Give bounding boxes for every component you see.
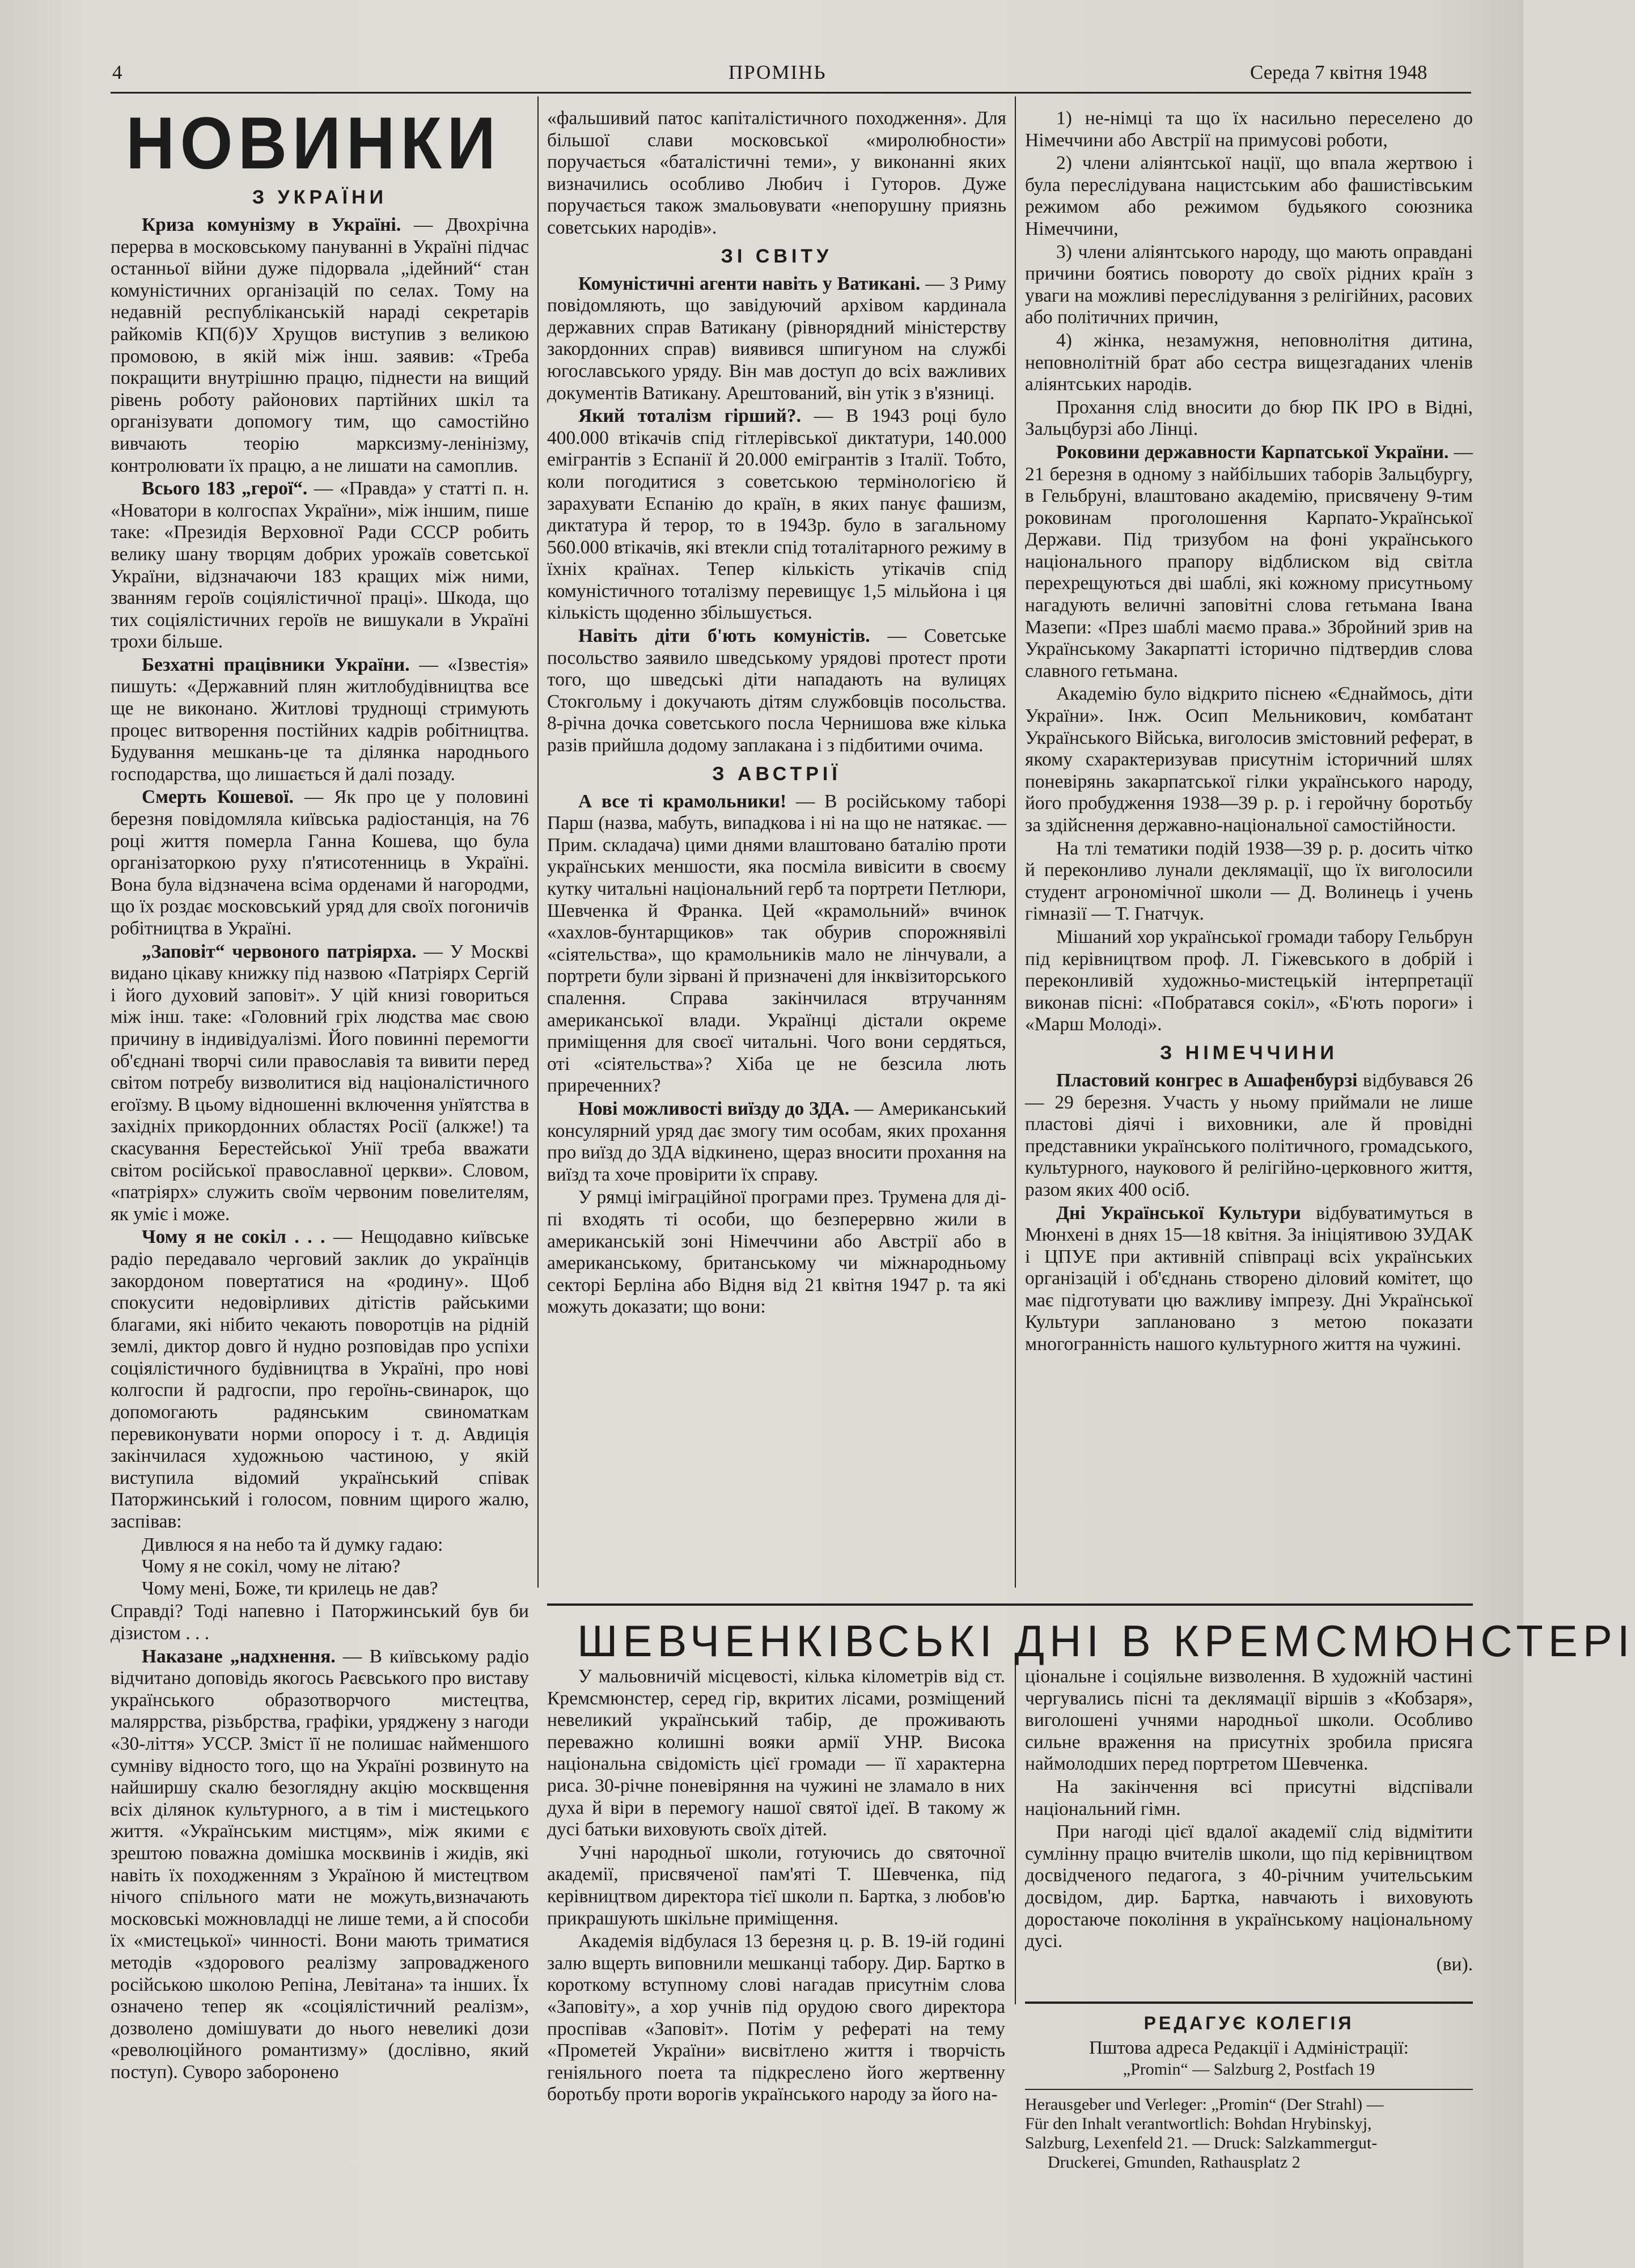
column-divider — [1015, 1664, 1016, 2004]
article-headline: „Заповіт“ червоного патріярха. — [142, 941, 417, 962]
editorial-box — [1025, 2007, 1473, 2080]
article — [111, 941, 529, 1226]
article-text: У мальовничій місцевості, кілька кілометрів від ст. Кремсмюнстер, серед гір, вкритих лісами, розміщений невеликий український табір, де проживають переважно колишні вояки армії УНР. Висока національна свідомість цієї громади — її характерна риса. 30-річне поневіряння на чужині не зламало в них духа й віри в перемогу нашої святої ідеї. В такому ж дусі батьки виховують своїх дітей. — [547, 1666, 1005, 1840]
article-headline: Навіть діти б'ють комуністів. — [578, 625, 870, 647]
article-headline: Смерть Кошевої. — [142, 786, 294, 808]
article — [111, 786, 529, 940]
article-headline: Пластовий конгрес в Ашафенбурзі — [1056, 1069, 1358, 1091]
article-text: Справді? Тоді напевно і Паторжинський був би дізистом . . . — [111, 1601, 529, 1644]
article-headline: Наказане „надхнення. — [142, 1645, 336, 1667]
article-text: На закінчення всі присутні відспівали національний гімн. — [1025, 1776, 1473, 1820]
article-text: — У Москві видано цікаву книжку під назвою «Патріярх Сергій і його духовий заповіт». У цій книзі говориться між інш. таке: «Головний гріх людства має свою причину в індивідуалізмі. Його повинні перемогти об'єднані творчі сили православія та вивити перед світом потребу визволитися від націоналістичного егоїзму. В цьому відношенні включення унїятства в західніх прикордонних областях Росії (алкже!) та скасування Берестейської Унії треба вважати світом російської православної церкви». Словом, «патріярх» служить своїм червоним повелителям, як уміє і може. — [111, 941, 529, 1225]
editorial-rule — [1025, 2002, 1473, 2004]
article — [1025, 442, 1473, 683]
list-item: 4) жінка, незамужня, неповнолітня дитина, неповнолітній брат або сестра вищезгаданих членів аліянтських народів. — [1025, 329, 1473, 395]
author-signature: (ви). — [1436, 1953, 1473, 1975]
article-headline: Який тоталізм гірший?. — [578, 405, 801, 427]
article-text: — 21 березня в одному з найбільших таборів Зальцбургу, в Гельбруні, влаштовано академію, присвячену 9-тим роковинам проголошення Карпато-Української Держави. Під тризубом на фоні українського національного прапору відблиском від світла перехрещуються дві шаблі, які кожному присутньому нагадують величні заповітні слова гетьмана Івана Мазепи: «През шаблі маємо права.» Збройний зрив на Українському Закарпатті історично підтвердив слова славного гетьмана. — [1025, 441, 1473, 682]
article-text: — «Ізвестія» пишуть: «Державний плян житлобудівництва все ще не виконано. Житлові труднощі стримують процес витворення постійних кадрів робітництва. Будування мешкань-це та ділянка народнього господарства, що лишається й далі позаду. — [111, 654, 529, 785]
article-headline: Всього 183 „герої“. — [142, 478, 308, 500]
article-text: — В російському таборі Парш (назва, мабуть, випадкова і ні на що не натякає. — Прим. складача) цими днями влаштовано баталію проти українських меншости, яка посміла вивісити в своєму кутку читальні національний герб та портрети Петлюри, Шевченка й Франка. Цей «крамольний» вчинок «хахлов-бунтарщиков» так обурив спорожнявілі «сіятельства», що крамольників мало не лінчували, а портрети були зірвані й призначені для інквізиторського спалення. Справа закінчилася втручанням американської влади. Українці дістали окреме приміщення для своєї читальні. Чого вони сердяться, оті «сіятельства»? Хіба це не безсила лють приреченних? — [547, 790, 1006, 1097]
issue-date: Середа 7 квітня 1948 — [1250, 61, 1428, 83]
article — [547, 791, 1006, 1097]
article-text: — «Правда» у статті п. н. «Новатори в колгоспах України», між іншим, пише таке: «Президія Верховної Ради СССР робить велику шану творцям добрих урожаїв советської України, відзначаючи 183 кращих між ними, званням героїв соціялістичної праці». Шкода, що тих соціялістичних героїв не вишукали в Україні трохи більше. — [111, 478, 530, 653]
song-line: Чому я не сокіл, чому не літаю? — [142, 1556, 401, 1577]
column-continued-germany — [1025, 108, 1473, 1588]
list-item: 3) члени аліянтського народу, що мають оправдані причини боятись повороту до своїх рідних країн з уваги на можливі переслідування з релігійних, расових або політичних причин, — [1025, 241, 1473, 328]
page-number: 4 — [112, 61, 122, 83]
article — [547, 1098, 1006, 1186]
section-heading: З НІМЕЧЧИНИ — [1160, 1042, 1338, 1064]
article-text: На тлі тематики подій 1938—39 р. р. досить чітко й переконливо лунали деклямації, що їх виголосили студент агрономічної школи — Д. Волинець і учень гімназії — Т. Гнатчук. — [1025, 837, 1473, 925]
article — [1025, 1070, 1473, 1201]
section-heading: З УКРАЇНИ — [252, 187, 388, 208]
article-text: Академія відбулася 13 березня ц. р. В. 19-ій годині залю вщерть виповнили мешканці табору. Дир. Бартко в короткому вступному слові нагадав присутнім слова «Заповіту», а хор учнів під орудою свого директора проспівав «Заповіт». Потім у рефераті на тему «Прометей України» висвітлено життя і творчість геніяльного поета та підкреслено його жертвенну боротьбу проти ворогів українського народу за його на- — [547, 1931, 1005, 2105]
section-heading: ЗІ СВІТУ — [721, 245, 833, 267]
article-text: — Советське посольство заявило шведському урядові протест проти того, що шведські діти нападають на вулицях Стокгольму і докучають дітям службовців посольства. 8-річна дочка советського посла Чернишова вже кілька разів прийшла додому заплакана і з підбитими очима. — [547, 625, 1006, 756]
article-text: У рямці імігрaційної програми през. Трумена для ді-пі входять ті особи, що безперервно жили в американській зоні Німеччини або Австрії або в американському, британському чи міжнародньому секторі Берліна або Відня від 21 квітня 1947 р. та які можуть доказати; що вони: — [547, 1187, 1006, 1318]
column-divider — [1015, 96, 1016, 1588]
article — [111, 478, 529, 653]
article-text: відбувався 26 — 29 березня. Участь у ньому приймали не лише пластові діячі і виховники, але й провідні представники українського політичного, громадського, культурного, наукового й релігійно-церковного життя, разом яких 400 осіб. — [1025, 1069, 1473, 1200]
article-text: Академію було відкрито піснею «Єднаймось, діти України». Інж. Осип Мельникович, комбатант Українського Війська, виголосив змістовний реферат, в якому схарактеризував присутнім історичний шлях поневірянь закарпатської гілки українського народу, його пробудження 1938—39 р. р. і геройчну боротьбу за здійснення державно-національної самостійности. — [1025, 683, 1473, 836]
article-text: ціональне і соціяльне визволення. В художній частині чергувались пісні та деклямації віршів з «Кобзаря», виголошені учнями народньої школи. Особливо сильне враження на присутніх зробила присяга наймолодших перед портретом Шевченка. — [1025, 1666, 1473, 1775]
newspaper-name: ПРОМІНЬ — [728, 61, 827, 83]
main-title: НОВИНКИ — [126, 101, 501, 184]
article — [111, 654, 529, 786]
article — [111, 214, 529, 477]
song-line: Чому мені, Боже, ти крилець не дав? — [142, 1577, 438, 1599]
article-text: «фальшивий патос капіталістичного походження». Для більшої слави московської «миролюбности» поручається «баталістичні теми», у виконанні яких визначились особливо Любич і Гуторов. Дуже поручається також змальовувати «непорушну приязнь советських народів». — [547, 108, 1006, 238]
shevchenko-column-right — [1025, 1666, 1473, 1983]
article-text: — Двохрічна перерва в московському пануванні в Україні підчас останньої війни дуже підорвала „ідейний“ стан комуністичних організацій по селах. Тому на недавній республіканській нараді секретарів райкомів КП(б)У Хрущов виступив з великою промовою, в якій між інш. заявив: «Треба покращити внутрішню працю, піднести на вищий рівень роботу районових партійних шкіл та організувати допомогу тим, що самостійно вивчають теорію марксизму-ленінізму, контролювати їх працю, а не лишати на самоплив. — [111, 214, 529, 476]
article-text: — Як про це у половині березня повідомляла київська радіостанція, на 76 році життя померла Ганна Кошева, що була організаторкою руху п'ятисотенниць в Україні. Вона була відзначена всіма орденами й нагородми, що їх роздає московський уряд для своїх погоничів робітництва в Україні. — [111, 786, 530, 939]
imprint — [1025, 2095, 1473, 2172]
article-top-rule — [547, 1603, 1473, 1606]
list-item: 2) члени аліянтської нації, що впала жертвою і була переслідувана нацистським або фашистівським режимом або режимом будьякого союзника Німеччини, — [1025, 153, 1473, 239]
article — [547, 273, 1006, 405]
article-text: Учні народньої школи, готуючись до святочної академії, присвяченої пам'яті Т. Шевченка, під керівництвом директора тієї школи п. Бартка, з любов'ю прикрашують шкільне приміщення. — [547, 1842, 1005, 1929]
article-text: — В київському радіо відчитано доповідь якогось Раєвського про виставу українського образотворчого мистецтва, маляррства, різьбрства, графіки, уряджену з нагоди «30-ліття» УССР. Зміст її не полишає найменшого сумніву відносто того, що на Україні розвинуто на найширшу скалю безоглядну акцію москвщення всіх ділянок культурного, а в тім і мистецького життя. «Українським мистцям», між якими є зрештою поважна домішка москвинів і жидів, які навіть їх походженням з Україною й мистецтвом нічого спільного мати не можуть,визначають московські можновладці не лише теми, а й способи їх «мистецької» чинності. Вони мають триматися методів «здорового реалізму запровадженого російською школою Репіна, Левітана» та інших. Їх означено тепер як «соціялістичний реалізм», дозволено домішувати до нього невеликі дози «революційного романтизму» (дослівно, який поступ). Суворо заборонено — [111, 1645, 529, 2083]
article — [1025, 1203, 1473, 1356]
article — [547, 405, 1006, 624]
imprint-line: Salzburg, Lexenfeld 21. — Druck: Salzkammergut- — [1025, 2134, 1378, 2152]
article-headline: Дні Української Культури — [1056, 1202, 1301, 1224]
editorial-title: РЕДАГУЄ КОЛЕГІЯ — [1143, 2013, 1354, 2033]
article-text: — З Риму повідомляють, що завідуючий архівом кардинала державних справ Ватикану (рівнорядний міністерству закордонних справ) виявився шпигуном на службі югославського уряду. Він мав доступ до всіх важливих документів Ватикану. Арештований, він утік з в'язниці. — [547, 273, 1006, 404]
shevchenko-headline: ШЕВЧЕНКІВСЬКІ ДНІ В КРЕМСМЮНСТЕРІ — [577, 1616, 1635, 1666]
column-ukraine — [111, 180, 529, 2256]
section-heading: З АВСТРІЇ — [712, 763, 841, 785]
article-headline: Нові можливості виїзду до ЗДА. — [578, 1098, 850, 1119]
header-rule — [111, 92, 1471, 94]
article-headline: Чому я не сокіл . . . — [142, 1226, 325, 1248]
song-quote — [111, 1534, 529, 1600]
imprint-line: Für den Inhalt verantwortlich: Bohdan Hrybinskyj, — [1025, 2114, 1372, 2133]
shevchenko-column-left — [547, 1666, 1005, 2256]
article-text: відбуватимуться в Мюнхені в днях 15—18 квітня. За ініціятивою ЗУДАК і ЦПУЕ при активній співпраці всіх українських організацій і об'єднань створено діловий комітет, що має підготувати цю важливу імпрезу. Дні Української Культури заплановано з метою показати многогранність нашого культурного життя на чужині. — [1025, 1202, 1473, 1355]
article-headline: Комуністичні агенти навіть у Ватикані. — [578, 273, 921, 294]
article-headline: Криза комунізму в Україні. — [142, 214, 401, 235]
article — [547, 625, 1006, 757]
article-headline: Роковини державности Карпатської України. — [1056, 441, 1449, 463]
imprint-rule — [1025, 2089, 1473, 2090]
article-text: При нагоді цієї вдалої академії слід відмітити сумлінну працю вчителів школи, що під керівництвом досвідченого педагога, з 40-річним учительським досвідом, дир. Бартка, навчають і виховують доростаюче покоління в українському національному дусі. — [1025, 1821, 1473, 1952]
article-headline: Безхатні працівники України. — [142, 654, 410, 675]
column-divider — [537, 96, 539, 1588]
article-text: — В 1943 році було 400.000 втікачів спід гітлерівської диктатури, 140.000 емігрантів з Еспанії й 20.000 емігрантів з Італії. Тобто, коли погодитися з советською термінологією й зарахувати Еспанію до країн, в яких панує фашизм, диктатура й терор, то в 1943р. було в загальному 560.000 втікачів, які втекли спід тоталітарного режиму в їхніх країнах. Тепер кількість утікачів спід комуністичного тоталізму перевищує 1,5 мільйона і ця кількість щоденно збільшується. — [547, 405, 1007, 624]
article-text: — Нещодавно київське радіо передавало черговий заклик до українців закордоном повертатися на «родину». Щоб спокусити недовірливих дітістів райськими благами, які нібито чекають поворотців на рідній землі, диктор довго й нудно розповідав про успіхи соціялістичного будівництва в Україні, про нові колгоспи й радгоспи, про героїнь-свинарок, що допомогають радянським свиноматкам перевиконувати норми опоросу і т. д. Авдиція закінчилася художньою частиною, у якій виступила відомий український співак Паторжинський і голосом, повним щирого жалю, заспівав: — [111, 1226, 529, 1533]
article — [111, 1226, 529, 1533]
imprint-line: Druckerei, Gmunden, Rathausplatz 2 — [1048, 2153, 1301, 2172]
article-text: — Американський консулярний уряд дає змогу тим особам, яких прохання про виїзд до ЗДА відкинено, щераз вносити прохання на виїзд та хоче провірити їх справу. — [547, 1098, 1006, 1185]
list-item: 1) не-німці та що їх насильно переселено до Німеччини або Австрії на примусові роботи, — [1025, 108, 1473, 151]
article-text: Прохання слід вносити до бюр ПК ІРО в Відні, Зальцбурзі або Лінці. — [1025, 396, 1473, 440]
imprint-line: Herausgeber und Verleger: „Promin“ (Der Strahl) — — [1025, 2095, 1384, 2114]
article-text: Мішаний хор української громади табору Гельбрун під керівництвом проф. Л. Гіжевського в добрій і переконливій художньо-мистецькій інтерпретації виконав пісні: «Побратався сокіл», «Б'ють пороги» і «Марш Молоді». — [1025, 926, 1473, 1035]
song-line: Дивлюся я на небо та й думку гадаю: — [142, 1534, 443, 1555]
address-label: Пштова адреса Редакції і Адміністрації: — [1089, 2038, 1409, 2058]
article-headline: А все ті крамольники! — [578, 790, 787, 812]
postal-address: „Promin“ — Salzburg 2, Postfach 19 — [1123, 2060, 1375, 2079]
article — [111, 1646, 529, 2084]
column-world-austria — [547, 108, 1006, 1588]
